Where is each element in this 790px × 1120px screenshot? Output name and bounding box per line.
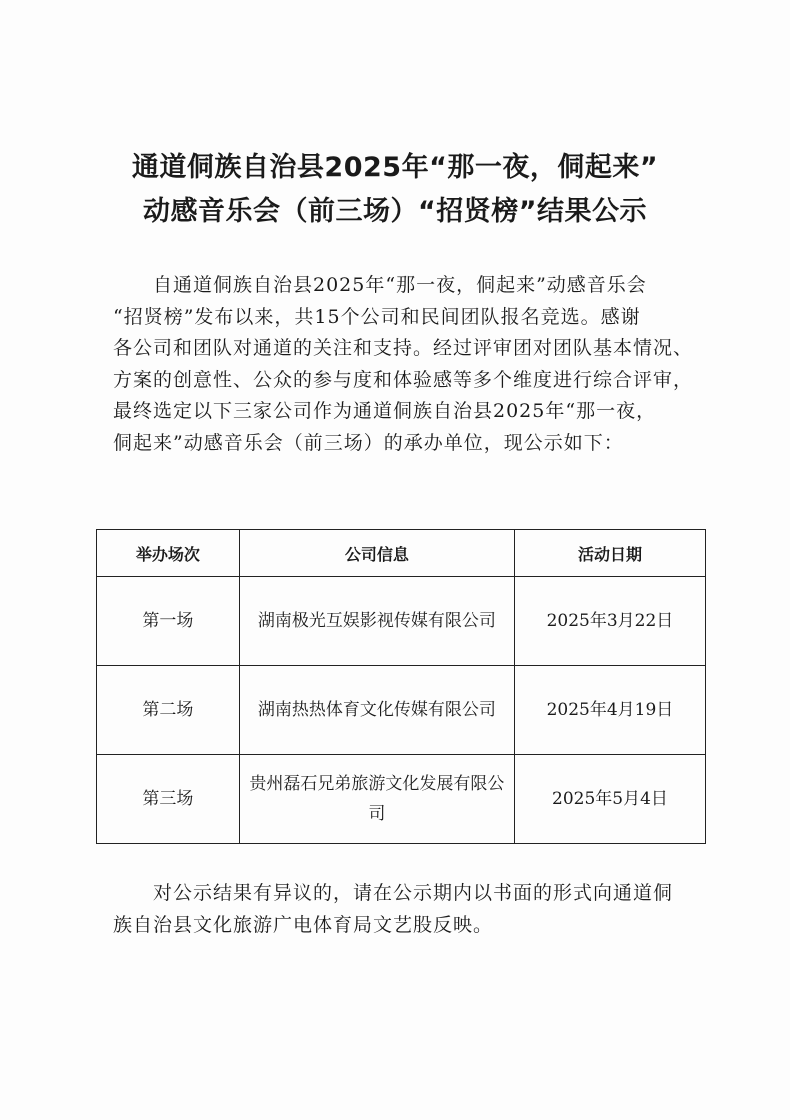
- cell-session: 第一场: [97, 577, 240, 666]
- table-row: [97, 755, 706, 844]
- intro-line: 自通道侗族自治县2025年“那一夜，侗起来”动感音乐会: [153, 274, 647, 296]
- table-row: [97, 577, 706, 666]
- closing-paragraph: [113, 878, 703, 941]
- intro-line: “招贤榜”发布以来，共15个公司和民间团队报名竞选。感谢: [113, 305, 641, 328]
- header-session: 举办场次: [97, 530, 240, 577]
- cell-company: 贵州磊石兄弟旅游文化发展有限公司: [239, 755, 514, 844]
- cell-company: 湖南极光互娱影视传媒有限公司: [239, 577, 514, 666]
- intro-line: 各公司和团队对通道的关注和支持。经过评审团对团队基本情况、: [113, 337, 694, 359]
- cell-date: 2025年3月22日: [514, 577, 705, 666]
- document-title-line-1: 通道侗族自治县2025年“那一夜，侗起来”: [131, 152, 659, 183]
- cell-session: 第三场: [97, 755, 240, 844]
- intro-line: 侗起来”动感音乐会（前三场）的承办单位，现公示如下：: [113, 431, 624, 454]
- table-row: [97, 666, 706, 755]
- intro-line: 最终选定以下三家公司作为通道侗族自治县2025年“那一夜，: [113, 400, 657, 422]
- intro-line: 方案的创意性、公众的参与度和体验感等多个维度进行综合评审，: [113, 368, 694, 391]
- header-date: 活动日期: [514, 530, 705, 577]
- header-company: 公司信息: [239, 530, 514, 577]
- cell-company: 湖南热热体育文化传媒有限公司: [239, 666, 514, 755]
- results-table: [96, 529, 706, 844]
- closing-line: 对公示结果有异议的，请在公示期内以书面的形式向通道侗: [153, 882, 674, 904]
- cell-date: 2025年5月4日: [514, 755, 705, 844]
- intro-paragraph: [113, 270, 703, 459]
- closing-line: 族自治县文化旅游广电体育局文艺股反映。: [113, 913, 494, 936]
- table-header-row: [97, 530, 706, 577]
- cell-session: 第二场: [97, 666, 240, 755]
- document-title-line-2: 动感音乐会（前三场）“招贤榜”结果公示: [143, 196, 647, 227]
- cell-date: 2025年4月19日: [514, 666, 705, 755]
